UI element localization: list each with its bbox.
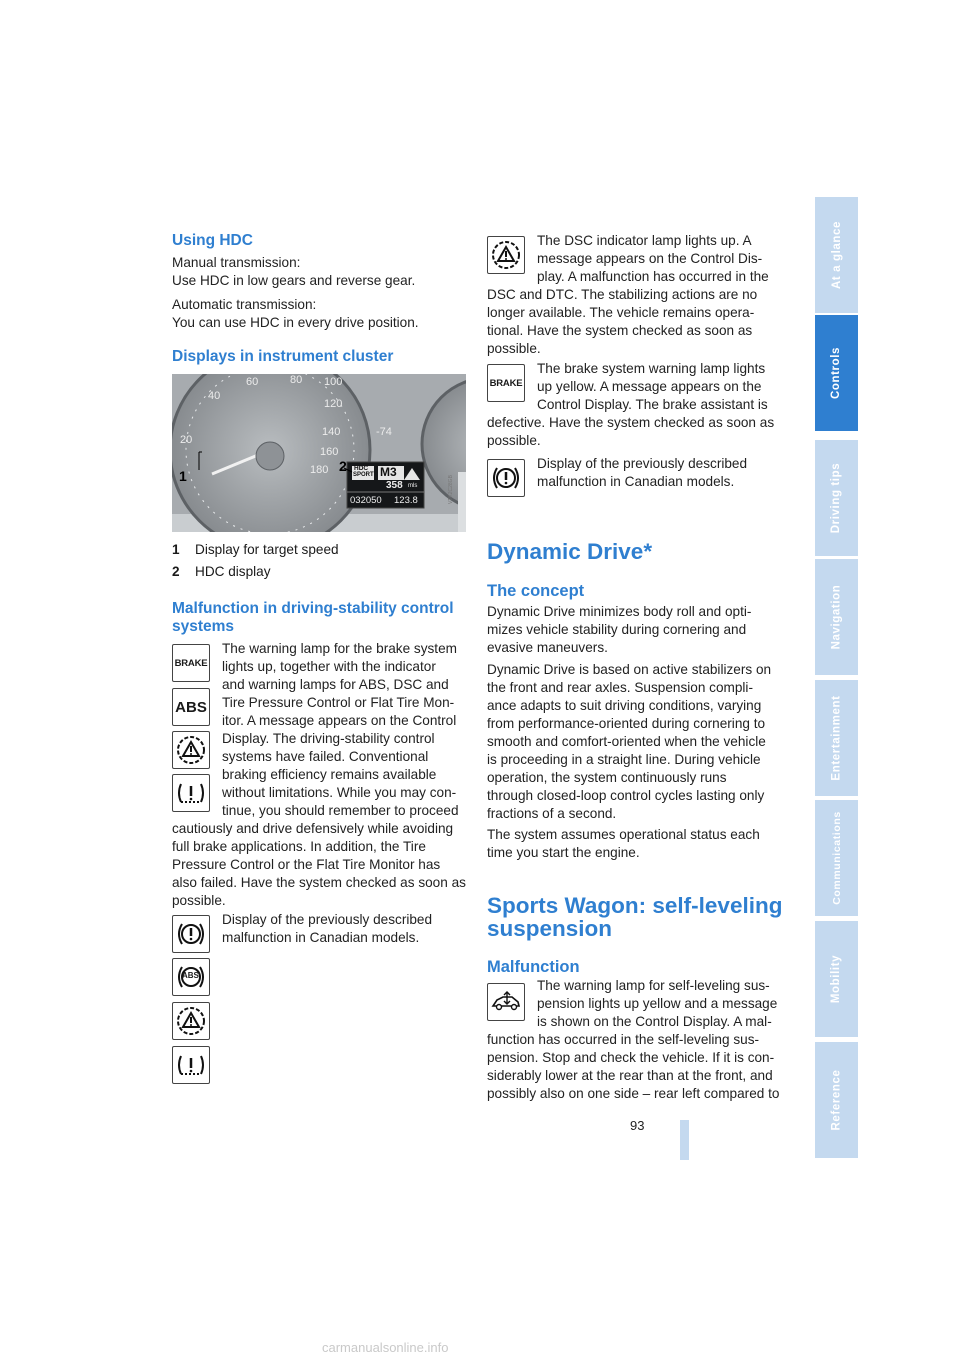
text-line: Control Display. The brake assistant is bbox=[537, 397, 768, 412]
text-line: function has occurred in the self-leveling sus- bbox=[487, 1032, 760, 1047]
text-line: evasive maneuvers. bbox=[487, 640, 608, 655]
text-line: cautiously and drive defensively while avoiding bbox=[172, 821, 454, 836]
brake-warning-lamp-icon bbox=[172, 644, 210, 682]
text-line: play. A malfunction has occurred in the bbox=[537, 269, 769, 284]
heading-line: systems bbox=[172, 618, 235, 635]
paragraph-dsc-indented bbox=[537, 232, 783, 286]
tab-label: Entertainment bbox=[830, 695, 843, 781]
tab-reference[interactable] bbox=[815, 1042, 858, 1160]
text-line: longer available. The vehicle remains opera- bbox=[487, 305, 755, 320]
tire-canada-lamp-icon bbox=[172, 1046, 210, 1084]
heading-displays-instrument-cluster: Displays in instrument cluster bbox=[172, 348, 394, 365]
tab-driving-tips[interactable] bbox=[815, 440, 858, 558]
text-line: malfunction in Canadian models. bbox=[222, 930, 420, 945]
legend-text: Display for target speed bbox=[195, 542, 339, 557]
text-line: fractions of a second. bbox=[487, 806, 617, 821]
text-line: Manual transmission: bbox=[172, 255, 301, 270]
image-code: VTK2C28GB bbox=[448, 475, 454, 504]
text-line: is proceeding in a straight line. During vehicle bbox=[487, 752, 761, 767]
paragraph-brake-indented bbox=[537, 360, 783, 414]
heading-using-hdc: Using HDC bbox=[172, 232, 253, 249]
heading-malfunction-stability bbox=[172, 600, 472, 636]
tab-controls[interactable] bbox=[815, 315, 858, 433]
text-line: siderably lower at the rear than at the front, and bbox=[487, 1068, 773, 1083]
tab-label: Navigation bbox=[830, 584, 843, 650]
speed-tick-label: 180 bbox=[310, 464, 329, 476]
speed-tick-label: 80 bbox=[290, 374, 303, 386]
dsc-canada-lamp-icon bbox=[172, 1002, 210, 1040]
tab-label: Mobility bbox=[830, 954, 843, 1004]
paragraph-malfunction-indented bbox=[222, 640, 468, 820]
text-line: mizes vehicle stability during cornering and bbox=[487, 622, 747, 637]
text-line: DSC and DTC. The stabilizing actions are no bbox=[487, 287, 758, 302]
text-line: The system assumes operational status each bbox=[487, 827, 760, 842]
text-line: defective. Have the system checked as soon as bbox=[487, 415, 775, 430]
text-line: tinue, you should remember to proceed bbox=[222, 803, 459, 818]
dsc-indicator-lamp-icon bbox=[487, 236, 525, 274]
text-line: is shown on the Control Display. A mal- bbox=[537, 1014, 772, 1029]
text-line: The brake system warning lamp lights bbox=[537, 361, 766, 376]
brake-yellow-lamp-icon bbox=[487, 364, 525, 402]
text-line: tional. Have the system checked as soon as bbox=[487, 323, 753, 338]
text-line: possible. bbox=[172, 893, 226, 908]
text-line: Display of the previously described bbox=[537, 456, 748, 471]
paragraph-brake-full bbox=[487, 414, 783, 450]
paragraph-malfunction-full bbox=[172, 820, 468, 910]
tab-label: At a glance bbox=[830, 221, 843, 289]
text-line: The warning lamp for the brake system bbox=[222, 641, 457, 656]
text-line: itor. A message appears on the Control bbox=[222, 713, 457, 728]
tab-communications[interactable] bbox=[815, 800, 858, 918]
dsc-warning-lamp-icon bbox=[172, 731, 210, 769]
text-line: Use HDC in low gears and reverse gear. bbox=[172, 273, 416, 288]
text-line: possibly also on one side – rear left compared to bbox=[487, 1086, 780, 1101]
text-line: Automatic transmission: bbox=[172, 297, 317, 312]
callout-number-1: 1 bbox=[179, 468, 187, 484]
heading-malfunction-right: Malfunction bbox=[487, 958, 580, 976]
brake-lamp-text: BRAKE bbox=[489, 377, 523, 389]
text-line: lights up, together with the indicator bbox=[222, 659, 436, 674]
paragraph-automatic-transmission bbox=[172, 296, 462, 332]
tab-navigation[interactable] bbox=[815, 559, 858, 677]
watermark-text: carmanualsonline.info bbox=[322, 1340, 449, 1355]
brake-canada-lamp-icon bbox=[172, 915, 210, 953]
text-line: The warning lamp for self-leveling sus- bbox=[537, 978, 770, 993]
sport-label: SPORT bbox=[353, 472, 374, 478]
text-line: operation, the system continuously runs bbox=[487, 770, 727, 785]
heading-sports-wagon bbox=[487, 894, 787, 940]
tab-label: Controls bbox=[830, 346, 843, 400]
text-line: braking efficiency remains available bbox=[222, 767, 437, 782]
gear-indicator: M3 bbox=[380, 465, 397, 479]
legend-item-1 bbox=[172, 541, 339, 559]
chapter-tabs bbox=[815, 197, 858, 1160]
paragraph-dsc-full bbox=[487, 286, 783, 358]
speed-tick-label: 20 bbox=[180, 434, 193, 446]
paragraph-self-leveling-full bbox=[487, 1031, 787, 1103]
text-line: possible. bbox=[487, 433, 541, 448]
page-number: 93 bbox=[630, 1118, 645, 1133]
heading-line: suspension bbox=[487, 916, 613, 941]
text-line: Tire Pressure Control or Flat Tire Mon- bbox=[222, 695, 455, 710]
text-line: through closed-loop control cycles lasting only bbox=[487, 788, 765, 803]
text-line: Display. The driving-stability control bbox=[222, 731, 435, 746]
text-line: The DSC indicator lamp lights up. A bbox=[537, 233, 752, 248]
text-line: Display of the previously described bbox=[222, 912, 433, 927]
tab-mobility[interactable] bbox=[815, 921, 858, 1039]
paragraph-concept-2 bbox=[487, 661, 783, 823]
text-line: from performance-oriented during cornering to bbox=[487, 716, 766, 731]
text-line: full brake applications. In addition, the Tire bbox=[172, 839, 426, 854]
text-line: also failed. Have the system checked as soon as bbox=[172, 875, 466, 890]
abs-warning-lamp-icon bbox=[172, 688, 210, 726]
range-value: 358 bbox=[386, 480, 403, 491]
text-line: time you start the engine. bbox=[487, 845, 640, 860]
self-leveling-lamp-icon bbox=[487, 983, 525, 1021]
tab-label: Reference bbox=[830, 1069, 843, 1131]
brake-canada-lamp-icon-right bbox=[487, 459, 525, 497]
tab-label: Driving tips bbox=[830, 462, 843, 534]
page-marker-bar bbox=[680, 1120, 689, 1160]
paragraph-concept-1 bbox=[487, 603, 783, 657]
abs-canada-lamp-icon bbox=[172, 958, 210, 996]
instrument-cluster-image bbox=[172, 374, 466, 532]
text-line: ance adapts to suit driving conditions, varying bbox=[487, 698, 762, 713]
abs-circle-text: ABS bbox=[182, 971, 199, 980]
speed-tick-label: 60 bbox=[246, 376, 259, 388]
paragraph-self-leveling-indented bbox=[537, 977, 783, 1031]
speed-tick-label: 100 bbox=[324, 376, 343, 388]
trip-value: 123.8 bbox=[394, 495, 418, 506]
legend-number: 1 bbox=[172, 542, 180, 557]
paragraph-manual-transmission bbox=[172, 254, 462, 290]
text-line: pension lights up yellow and a message bbox=[537, 996, 778, 1011]
paragraph-concept-3 bbox=[487, 826, 783, 862]
tab-at-a-glance[interactable] bbox=[815, 197, 858, 315]
speed-tick-label: 160 bbox=[320, 446, 339, 458]
text-line: Dynamic Drive minimizes body roll and opti- bbox=[487, 604, 752, 619]
paragraph-canadian-left bbox=[222, 911, 468, 947]
text-line: systems have failed. Conventional bbox=[222, 749, 429, 764]
text-line: pension. Stop and check the vehicle. If it is con- bbox=[487, 1050, 775, 1065]
text-line: Dynamic Drive is based on active stabilizers on bbox=[487, 662, 772, 677]
speed-tick-label: 40 bbox=[208, 390, 221, 402]
text-line: malfunction in Canadian models. bbox=[537, 474, 735, 489]
text-line: and warning lamps for ABS, DSC and bbox=[222, 677, 449, 692]
heading-line: Sports Wagon: self-leveling bbox=[487, 893, 783, 918]
tire-pressure-lamp-icon bbox=[172, 774, 210, 812]
text-line: the front and rear axles. Suspension compli- bbox=[487, 680, 753, 695]
text-line: up yellow. A message appears on the bbox=[537, 379, 762, 394]
speed-tick-label: 140 bbox=[322, 426, 341, 438]
text-line: without limitations. While you may con- bbox=[222, 785, 457, 800]
odometer-value: 032050 bbox=[350, 495, 382, 506]
heading-dynamic-drive: Dynamic Drive* bbox=[487, 539, 653, 564]
tab-entertainment[interactable] bbox=[815, 680, 858, 798]
brake-lamp-text: BRAKE bbox=[174, 657, 208, 669]
legend-number: 2 bbox=[172, 564, 180, 579]
speed-tick-label: 120 bbox=[324, 398, 343, 410]
text-line: You can use HDC in every drive position. bbox=[172, 315, 419, 330]
hdc-label: HDC bbox=[354, 465, 369, 472]
paragraph-canadian-right bbox=[537, 455, 783, 491]
abs-lamp-text: ABS bbox=[175, 698, 207, 716]
text-line: smooth and comfort-oriented when the vehicle bbox=[487, 734, 766, 749]
text-line: message appears on the Control Dis- bbox=[537, 251, 763, 266]
range-unit: mls bbox=[408, 483, 418, 489]
callout-number-2: 2 bbox=[339, 458, 347, 474]
legend-text: HDC display bbox=[195, 564, 271, 579]
text-line: possible. bbox=[487, 341, 541, 356]
text-line: Pressure Control or the Flat Tire Monitor has bbox=[172, 857, 441, 872]
heading-the-concept: The concept bbox=[487, 582, 585, 600]
heading-line: Malfunction in driving-stability control bbox=[172, 600, 454, 617]
legend-item-2 bbox=[172, 563, 271, 581]
temperature-readout: -74 bbox=[376, 426, 392, 438]
tab-label: Communications bbox=[830, 811, 843, 905]
